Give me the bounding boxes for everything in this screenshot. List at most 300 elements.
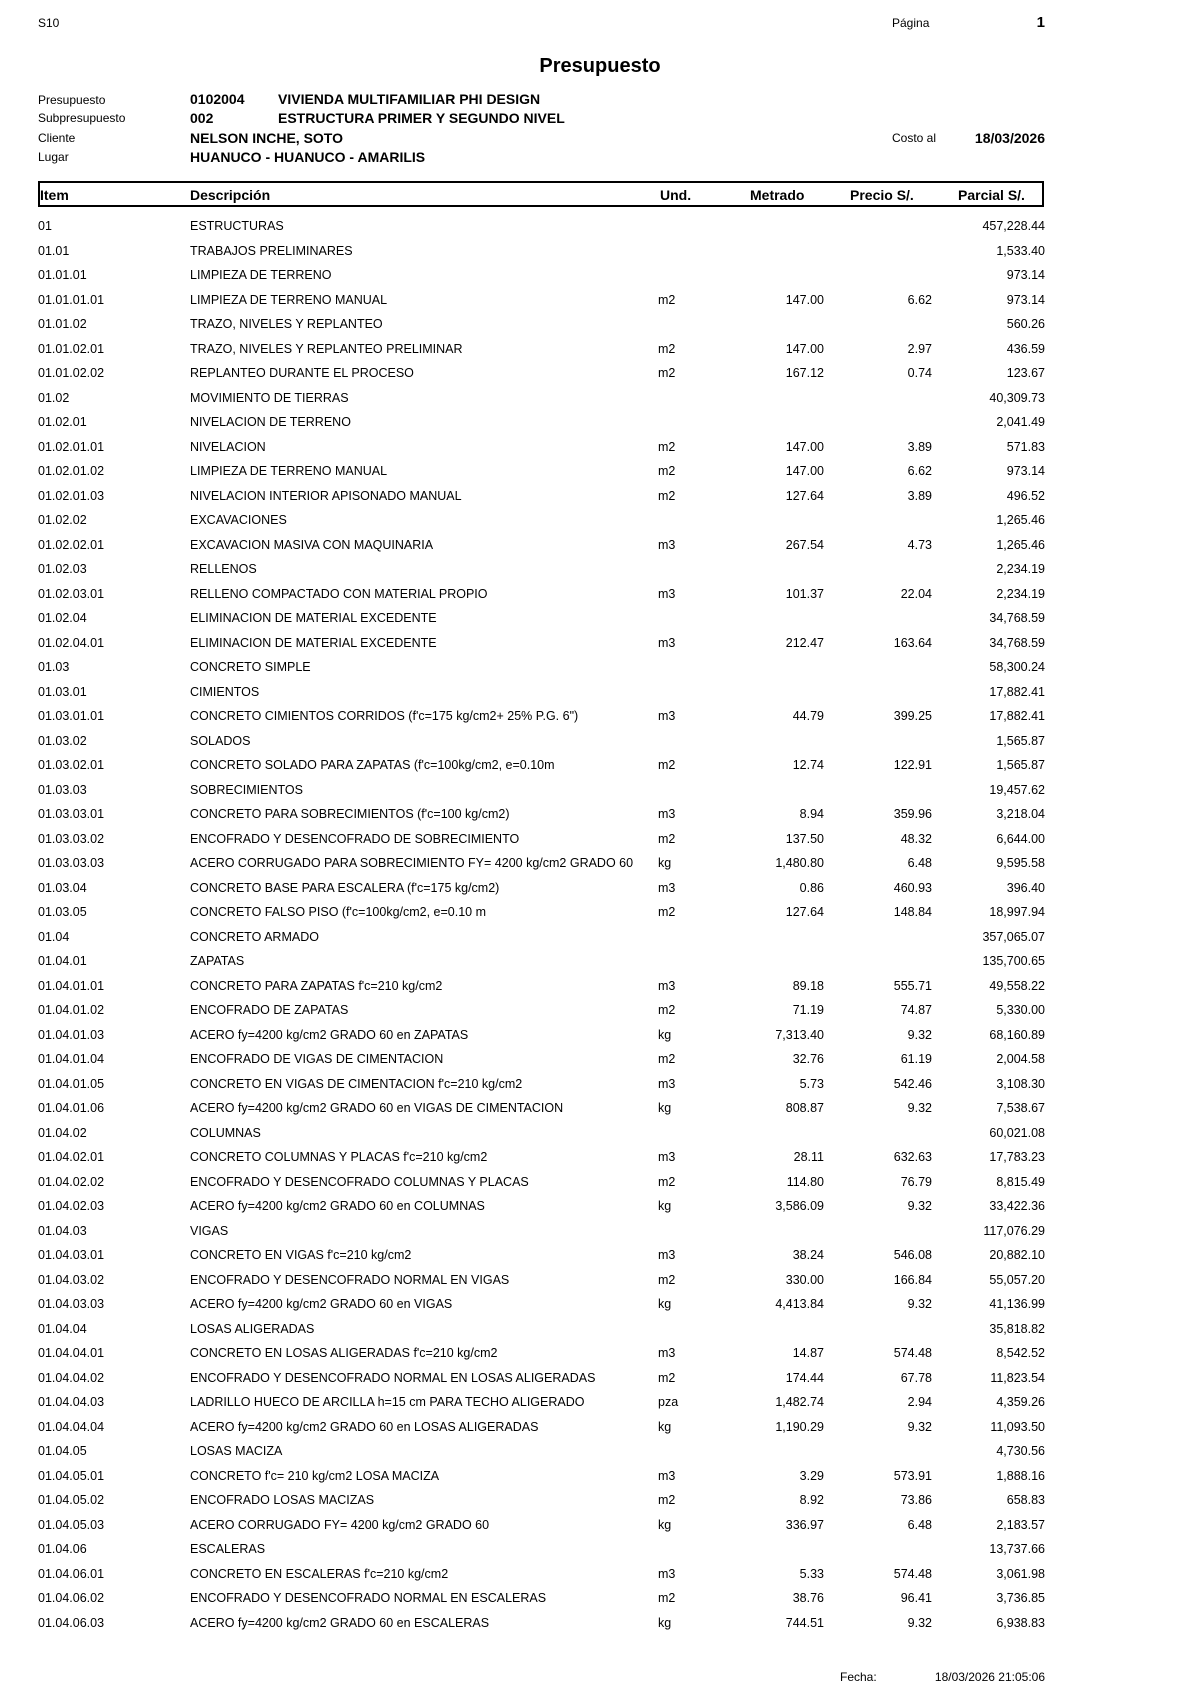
- row-item-code: 01.03.01.01: [38, 709, 105, 723]
- row-precio: 460.93: [893, 880, 932, 895]
- row-precio: 546.08: [893, 1248, 932, 1262]
- row-description: ELIMINACION DE MATERIAL EXCEDENTE: [190, 635, 437, 650]
- row-description: CONCRETO SIMPLE: [190, 660, 311, 674]
- lugar-value: HUANUCO - HUANUCO - AMARILIS: [190, 149, 426, 165]
- row-item-code: 01.04.01.02: [38, 1003, 105, 1017]
- row-unit: m3: [658, 1076, 676, 1091]
- row-unit: kg: [658, 1297, 672, 1311]
- row-precio: 2.94: [907, 1395, 932, 1409]
- row-description: NIVELACION INTERIOR APISONADO MANUAL: [190, 488, 462, 503]
- row-precio: 76.79: [900, 1174, 932, 1189]
- row-unit: m3: [658, 1346, 676, 1360]
- row-item-code: 01.03.03: [38, 782, 87, 797]
- row-description: TRAZO, NIVELES Y REPLANTEO PRELIMINAR: [190, 341, 463, 356]
- row-precio: 74.87: [900, 1003, 932, 1017]
- row-parcial: 11,093.50: [990, 1419, 1045, 1434]
- row-description: ENCOFRADO Y DESENCOFRADO COLUMNAS Y PLACAS: [190, 1174, 529, 1189]
- row-parcial: 7,538.67: [996, 1101, 1045, 1115]
- row-item-code: 01.04.01.05: [38, 1076, 105, 1091]
- row-parcial: 2,004.58: [996, 1052, 1045, 1066]
- row-item-code: 01.01.01.01: [38, 292, 105, 307]
- table-row: [0, 216, 1200, 241]
- row-parcial: 41,136.99: [989, 1297, 1045, 1311]
- row-precio: 573.91: [893, 1468, 932, 1483]
- table-row: [0, 1172, 1200, 1197]
- row-metrado: 32.76: [792, 1052, 824, 1066]
- table-row: [0, 853, 1200, 878]
- row-unit: kg: [658, 1101, 672, 1115]
- row-precio: 574.48: [893, 1346, 932, 1360]
- row-precio: 2.97: [907, 341, 932, 356]
- row-description: LOSAS MACIZA: [190, 1444, 283, 1458]
- row-item-code: 01.04.05.01: [38, 1468, 105, 1483]
- row-parcial: 560.26: [1006, 317, 1045, 331]
- row-parcial: 135,700.65: [982, 954, 1045, 968]
- row-metrado: 212.47: [785, 635, 824, 650]
- row-precio: 9.32: [907, 1615, 932, 1630]
- table-row: [0, 437, 1200, 462]
- row-description: ACERO fy=4200 kg/cm2 GRADO 60 en ESCALERAS: [190, 1615, 490, 1630]
- row-parcial: 6,938.83: [996, 1615, 1045, 1630]
- col-parcial: Parcial S/.: [958, 187, 1025, 203]
- row-description: CONCRETO EN VIGAS DE CIMENTACION f'c=210 kg/cm2: [190, 1076, 523, 1091]
- row-description: LOSAS ALIGERADAS: [190, 1321, 315, 1336]
- row-parcial: 396.40: [1006, 880, 1045, 895]
- row-description: COLUMNAS: [190, 1125, 261, 1140]
- row-parcial: 2,041.49: [996, 415, 1045, 429]
- row-item-code: 01.04.03.01: [38, 1248, 105, 1262]
- row-metrado: 336.97: [785, 1517, 824, 1532]
- cliente-label: Cliente: [38, 131, 76, 145]
- row-item-code: 01.04.01: [38, 954, 87, 968]
- row-parcial: 19,457.62: [989, 782, 1045, 797]
- row-parcial: 5,330.00: [996, 1003, 1045, 1017]
- row-unit: m3: [658, 1468, 676, 1483]
- row-unit: kg: [658, 1199, 672, 1213]
- row-description: ACERO CORRUGADO PARA SOBRECIMIENTO FY= 4200 kg/cm2 GRADO 60: [190, 856, 634, 870]
- row-metrado: 137.50: [785, 831, 824, 846]
- row-precio: 555.71: [893, 978, 932, 993]
- row-parcial: 1,888.16: [996, 1468, 1045, 1483]
- table-row: [0, 1098, 1200, 1123]
- row-description: ACERO fy=4200 kg/cm2 GRADO 60 en LOSAS ALIGERADAS: [190, 1419, 539, 1434]
- row-metrado: 38.76: [792, 1591, 824, 1605]
- row-item-code: 01.04.06.01: [38, 1566, 105, 1581]
- row-item-code: 01.04.01.04: [38, 1052, 105, 1066]
- row-precio: 574.48: [893, 1566, 932, 1581]
- row-item-code: 01.03.03.03: [38, 856, 105, 870]
- row-item-code: 01.02.02.01: [38, 537, 105, 552]
- row-description: ENCOFRADO DE ZAPATAS: [190, 1003, 349, 1017]
- row-description: ESCALERAS: [190, 1542, 266, 1556]
- row-item-code: 01.04.02: [38, 1125, 87, 1140]
- table-row: [0, 1294, 1200, 1319]
- row-description: ACERO CORRUGADO FY= 4200 kg/cm2 GRADO 60: [190, 1517, 490, 1532]
- row-parcial: 496.52: [1006, 488, 1045, 503]
- row-parcial: 2,234.19: [996, 586, 1045, 601]
- row-precio: 399.25: [893, 709, 932, 723]
- row-parcial: 571.83: [1006, 439, 1045, 454]
- row-precio: 73.86: [900, 1493, 932, 1507]
- row-precio: 166.84: [893, 1272, 932, 1287]
- row-description: CONCRETO COLUMNAS Y PLACAS f'c=210 kg/cm2: [190, 1150, 488, 1164]
- row-item-code: 01.02.02: [38, 513, 87, 527]
- row-precio: 542.46: [893, 1076, 932, 1091]
- table-row: [0, 1025, 1200, 1050]
- row-parcial: 3,061.98: [996, 1566, 1045, 1581]
- table-row: [0, 657, 1200, 682]
- row-description: RELLENO COMPACTADO CON MATERIAL PROPIO: [190, 586, 488, 601]
- row-precio: 0.74: [907, 366, 932, 380]
- row-parcial: 58,300.24: [989, 660, 1045, 674]
- table-row: [0, 706, 1200, 731]
- row-description: ENCOFRADO DE VIGAS DE CIMENTACION: [190, 1052, 444, 1066]
- row-description: SOLADOS: [190, 733, 251, 748]
- row-description: ENCOFRADO Y DESENCOFRADO DE SOBRECIMIENTO: [190, 831, 520, 846]
- row-unit: m3: [658, 709, 676, 723]
- row-metrado: 1,480.80: [775, 856, 824, 870]
- table-row: [0, 633, 1200, 658]
- row-parcial: 34,768.59: [989, 611, 1045, 625]
- row-item-code: 01.04.04.02: [38, 1370, 105, 1385]
- row-precio: 6.48: [907, 1517, 932, 1532]
- row-parcial: 68,160.89: [989, 1027, 1045, 1042]
- table-row: [0, 265, 1200, 290]
- row-description: LIMPIEZA DE TERRENO MANUAL: [190, 464, 388, 478]
- row-item-code: 01.02.01.01: [38, 439, 105, 454]
- row-item-code: 01.04.04.01: [38, 1346, 105, 1360]
- table-row: [0, 1319, 1200, 1344]
- row-metrado: 38.24: [792, 1248, 824, 1262]
- row-precio: 148.84: [893, 905, 932, 919]
- table-row: [0, 363, 1200, 388]
- row-description: ENCOFRADO Y DESENCOFRADO NORMAL EN ESCALERAS: [190, 1591, 547, 1605]
- row-item-code: 01.03.01: [38, 684, 87, 699]
- row-parcial: 60,021.08: [989, 1125, 1045, 1140]
- fecha-value: 18/03/2026 21:05:06: [934, 1670, 1045, 1684]
- row-parcial: 20,882.10: [989, 1248, 1045, 1262]
- row-unit: m2: [658, 464, 676, 478]
- row-metrado: 7,313.40: [775, 1027, 824, 1042]
- row-metrado: 330.00: [785, 1272, 824, 1287]
- row-unit: kg: [658, 856, 672, 870]
- row-precio: 67.78: [900, 1370, 932, 1385]
- row-parcial: 3,108.30: [996, 1076, 1045, 1091]
- row-item-code: 01.04.03.03: [38, 1297, 105, 1311]
- row-unit: m3: [658, 978, 676, 993]
- table-row: [0, 878, 1200, 903]
- table-row: [0, 731, 1200, 756]
- table-row: [0, 1515, 1200, 1540]
- table-row: [0, 1074, 1200, 1099]
- column-header: [38, 181, 1044, 207]
- row-parcial: 2,183.57: [996, 1517, 1045, 1532]
- row-description: ELIMINACION DE MATERIAL EXCEDENTE: [190, 611, 437, 625]
- row-description: ACERO fy=4200 kg/cm2 GRADO 60 en VIGAS DE CIMENTACION: [190, 1101, 564, 1115]
- row-unit: m2: [658, 1174, 676, 1189]
- row-metrado: 147.00: [785, 464, 824, 478]
- row-metrado: 8.92: [799, 1493, 824, 1507]
- row-parcial: 973.14: [1006, 292, 1045, 307]
- row-item-code: 01.04: [38, 929, 70, 944]
- row-parcial: 55,057.20: [989, 1272, 1045, 1287]
- row-unit: m3: [658, 1566, 676, 1581]
- row-unit: m3: [658, 1248, 676, 1262]
- table-row: [0, 1441, 1200, 1466]
- table-row: [0, 388, 1200, 413]
- row-description: CONCRETO EN ESCALERAS f'c=210 kg/cm2: [190, 1566, 449, 1581]
- row-item-code: 01.01.02: [38, 317, 87, 331]
- row-description: LIMPIEZA DE TERRENO MANUAL: [190, 292, 388, 307]
- presupuesto-desc: VIVIENDA MULTIFAMILIAR PHI DESIGN: [278, 91, 541, 107]
- table-row: [0, 951, 1200, 976]
- row-parcial: 9,595.58: [996, 856, 1045, 870]
- row-description: CONCRETO f'c= 210 kg/cm2 LOSA MACIZA: [190, 1468, 440, 1483]
- row-description: TRAZO, NIVELES Y REPLANTEO: [190, 317, 383, 331]
- row-unit: m2: [658, 439, 676, 454]
- row-metrado: 14.87: [792, 1346, 824, 1360]
- table-row: [0, 1000, 1200, 1025]
- row-item-code: 01.03.03.02: [38, 831, 105, 846]
- row-description: CONCRETO SOLADO PARA ZAPATAS (f'c=100kg/cm2, e=0.10m: [190, 758, 555, 772]
- fecha-label: Fecha:: [840, 1670, 877, 1684]
- row-description: ZAPATAS: [190, 954, 245, 968]
- row-description: SOBRECIMIENTOS: [190, 782, 303, 797]
- row-unit: m3: [658, 635, 676, 650]
- row-parcial: 457,228.44: [982, 219, 1045, 233]
- table-row: [0, 976, 1200, 1001]
- row-description: ENCOFRADO LOSAS MACIZAS: [190, 1493, 375, 1507]
- row-precio: 96.41: [900, 1591, 932, 1605]
- row-item-code: 01.04.02.01: [38, 1150, 105, 1164]
- row-parcial: 13,737.66: [989, 1542, 1045, 1556]
- row-unit: m2: [658, 1591, 676, 1605]
- row-item-code: 01.02.04: [38, 611, 87, 625]
- row-metrado: 114.80: [786, 1174, 824, 1189]
- row-item-code: 01.02.03.01: [38, 586, 105, 601]
- row-parcial: 49,558.22: [989, 978, 1045, 993]
- row-description: ESTRUCTURAS: [190, 219, 284, 233]
- row-metrado: 71.19: [792, 1003, 824, 1017]
- row-parcial: 34,768.59: [989, 635, 1045, 650]
- row-parcial: 973.14: [1006, 464, 1045, 478]
- row-metrado: 3.29: [799, 1468, 824, 1483]
- row-unit: kg: [658, 1517, 672, 1532]
- row-parcial: 1,565.87: [996, 758, 1045, 772]
- col-item: Item: [40, 187, 69, 203]
- row-parcial: 17,882.41: [989, 709, 1045, 723]
- row-description: EXCAVACION MASIVA CON MAQUINARIA: [190, 537, 434, 552]
- row-unit: m2: [658, 366, 676, 380]
- row-unit: m2: [658, 1003, 676, 1017]
- row-parcial: 40,309.73: [989, 390, 1045, 405]
- page-number: 1: [1036, 14, 1045, 31]
- row-metrado: 147.00: [785, 439, 824, 454]
- row-parcial: 436.59: [1006, 341, 1045, 356]
- row-description: CONCRETO EN VIGAS f'c=210 kg/cm2: [190, 1248, 412, 1262]
- row-description: NIVELACION DE TERRENO: [190, 415, 351, 429]
- row-unit: kg: [658, 1419, 672, 1434]
- row-metrado: 44.79: [792, 709, 824, 723]
- row-precio: 9.32: [907, 1199, 932, 1213]
- row-parcial: 2,234.19: [996, 562, 1045, 576]
- table-row: [0, 1147, 1200, 1172]
- row-description: CONCRETO FALSO PISO (f'c=100kg/cm2, e=0.10 m: [190, 905, 487, 919]
- table-row: [0, 1270, 1200, 1295]
- col-precio: Precio S/.: [850, 187, 914, 203]
- row-unit: m2: [658, 488, 676, 503]
- row-precio: 9.32: [907, 1297, 932, 1311]
- row-metrado: 147.00: [785, 292, 824, 307]
- row-metrado: 1,482.74: [775, 1395, 824, 1409]
- row-precio: 632.63: [893, 1150, 932, 1164]
- row-description: CONCRETO PARA SOBRECIMIENTOS (f'c=100 kg/cm2): [190, 807, 510, 821]
- row-description: LIMPIEZA DE TERRENO: [190, 268, 332, 282]
- subpresupuesto-code: 002: [190, 110, 214, 126]
- subpresupuesto-label: Subpresupuesto: [38, 111, 126, 125]
- row-item-code: 01.03.05: [38, 905, 87, 919]
- row-description: ACERO fy=4200 kg/cm2 GRADO 60 en VIGAS: [190, 1297, 453, 1311]
- row-metrado: 267.54: [785, 537, 824, 552]
- costo-date: 18/03/2026: [974, 130, 1045, 146]
- row-metrado: 808.87: [785, 1101, 824, 1115]
- row-metrado: 89.18: [792, 978, 824, 993]
- row-unit: m3: [658, 586, 676, 601]
- row-item-code: 01.02.04.01: [38, 635, 105, 650]
- row-item-code: 01.04.05.02: [38, 1493, 105, 1507]
- row-description: REPLANTEO DURANTE EL PROCESO: [190, 366, 414, 380]
- row-parcial: 4,730.56: [996, 1444, 1045, 1458]
- row-parcial: 1,533.40: [996, 243, 1045, 258]
- row-description: ACERO fy=4200 kg/cm2 GRADO 60 en COLUMNAS: [190, 1199, 485, 1213]
- row-description: CONCRETO PARA ZAPATAS f'c=210 kg/cm2: [190, 978, 443, 993]
- table-row: [0, 290, 1200, 315]
- row-parcial: 123.67: [1006, 366, 1045, 380]
- row-precio: 22.04: [900, 586, 932, 601]
- table-row: [0, 535, 1200, 560]
- row-unit: m2: [658, 1272, 676, 1287]
- table-row: [0, 1588, 1200, 1613]
- table-row: [0, 1539, 1200, 1564]
- row-unit: m2: [658, 831, 676, 846]
- row-description: MOVIMIENTO DE TIERRAS: [190, 390, 349, 405]
- row-item-code: 01.01.01: [38, 268, 87, 282]
- row-precio: 9.32: [907, 1419, 932, 1434]
- table-row: [0, 1613, 1200, 1638]
- row-item-code: 01.04.01.03: [38, 1027, 105, 1042]
- table-row: [0, 1196, 1200, 1221]
- row-item-code: 01.01.02.02: [38, 366, 105, 380]
- row-precio: 48.32: [900, 831, 932, 846]
- row-parcial: 33,422.36: [989, 1199, 1045, 1213]
- row-unit: m2: [658, 292, 676, 307]
- presupuesto-label: Presupuesto: [38, 93, 106, 107]
- table-row: [0, 412, 1200, 437]
- row-parcial: 17,783.23: [989, 1150, 1045, 1164]
- row-item-code: 01.04.04.04: [38, 1419, 105, 1434]
- table-row: [0, 804, 1200, 829]
- table-row: [0, 902, 1200, 927]
- row-description: ENCOFRADO Y DESENCOFRADO NORMAL EN VIGAS: [190, 1272, 510, 1287]
- cliente-value: NELSON INCHE, SOTO: [190, 130, 343, 146]
- table-row: [0, 829, 1200, 854]
- row-unit: m3: [658, 807, 676, 821]
- row-precio: 3.89: [907, 439, 932, 454]
- row-item-code: 01.01.02.01: [38, 341, 105, 356]
- row-parcial: 973.14: [1006, 268, 1045, 282]
- table-row: [0, 314, 1200, 339]
- col-und: Und.: [660, 187, 692, 203]
- row-metrado: 101.37: [785, 586, 824, 601]
- row-unit: m2: [658, 1052, 676, 1066]
- row-description: ENCOFRADO Y DESENCOFRADO NORMAL EN LOSAS ALIGERADAS: [190, 1370, 596, 1385]
- row-item-code: 01.04.03: [38, 1223, 87, 1238]
- row-parcial: 11,823.54: [990, 1370, 1045, 1385]
- row-unit: m3: [658, 537, 676, 552]
- row-item-code: 01.02.01.02: [38, 464, 105, 478]
- table-row: [0, 1343, 1200, 1368]
- row-item-code: 01.03.04: [38, 880, 87, 895]
- row-item-code: 01.01: [38, 243, 70, 258]
- row-precio: 6.62: [907, 292, 932, 307]
- row-precio: 4.73: [907, 537, 932, 552]
- table-row: [0, 241, 1200, 266]
- row-unit: m3: [658, 1150, 676, 1164]
- row-metrado: 744.51: [785, 1615, 824, 1630]
- subpresupuesto-desc: ESTRUCTURA PRIMER Y SEGUNDO NIVEL: [278, 110, 565, 126]
- table-row: [0, 510, 1200, 535]
- row-item-code: 01.04.01.06: [38, 1101, 105, 1115]
- table-row: [0, 584, 1200, 609]
- row-description: CONCRETO ARMADO: [190, 929, 319, 944]
- presupuesto-code: 0102004: [190, 91, 245, 107]
- row-item-code: 01.03.02.01: [38, 758, 105, 772]
- row-metrado: 127.64: [785, 905, 824, 919]
- row-unit: pza: [658, 1395, 679, 1409]
- col-descripcion: Descripción: [190, 187, 271, 203]
- row-metrado: 8.94: [799, 807, 824, 821]
- row-description: ACERO fy=4200 kg/cm2 GRADO 60 en ZAPATAS: [190, 1027, 469, 1042]
- row-item-code: 01.02.01.03: [38, 488, 105, 503]
- row-metrado: 167.12: [785, 366, 824, 380]
- table-row: [0, 1245, 1200, 1270]
- row-precio: 163.64: [893, 635, 932, 650]
- row-metrado: 174.44: [785, 1370, 824, 1385]
- row-parcial: 1,265.46: [996, 537, 1045, 552]
- row-item-code: 01.04.06.02: [38, 1591, 105, 1605]
- row-precio: 122.91: [893, 758, 932, 772]
- row-metrado: 0.86: [799, 880, 824, 895]
- costo-label: Costo al: [892, 131, 937, 145]
- software-label: S10: [38, 16, 60, 30]
- row-description: CONCRETO BASE PARA ESCALERA (f'c=175 kg/cm2): [190, 880, 500, 895]
- row-item-code: 01.04.05.03: [38, 1517, 105, 1532]
- lugar-label: Lugar: [38, 150, 69, 164]
- row-unit: m3: [658, 880, 676, 895]
- row-item-code: 01.02.03: [38, 562, 87, 576]
- table-row: [0, 486, 1200, 511]
- row-description: EXCAVACIONES: [190, 513, 287, 527]
- row-precio: 9.32: [907, 1027, 932, 1042]
- table-row: [0, 1368, 1200, 1393]
- row-precio: 3.89: [907, 488, 932, 503]
- row-metrado: 12.74: [792, 758, 824, 772]
- row-parcial: 117,076.29: [983, 1223, 1045, 1238]
- row-item-code: 01.04.01.01: [38, 978, 105, 993]
- row-parcial: 35,818.82: [989, 1321, 1045, 1336]
- row-unit: m2: [658, 758, 676, 772]
- row-precio: 6.62: [907, 464, 932, 478]
